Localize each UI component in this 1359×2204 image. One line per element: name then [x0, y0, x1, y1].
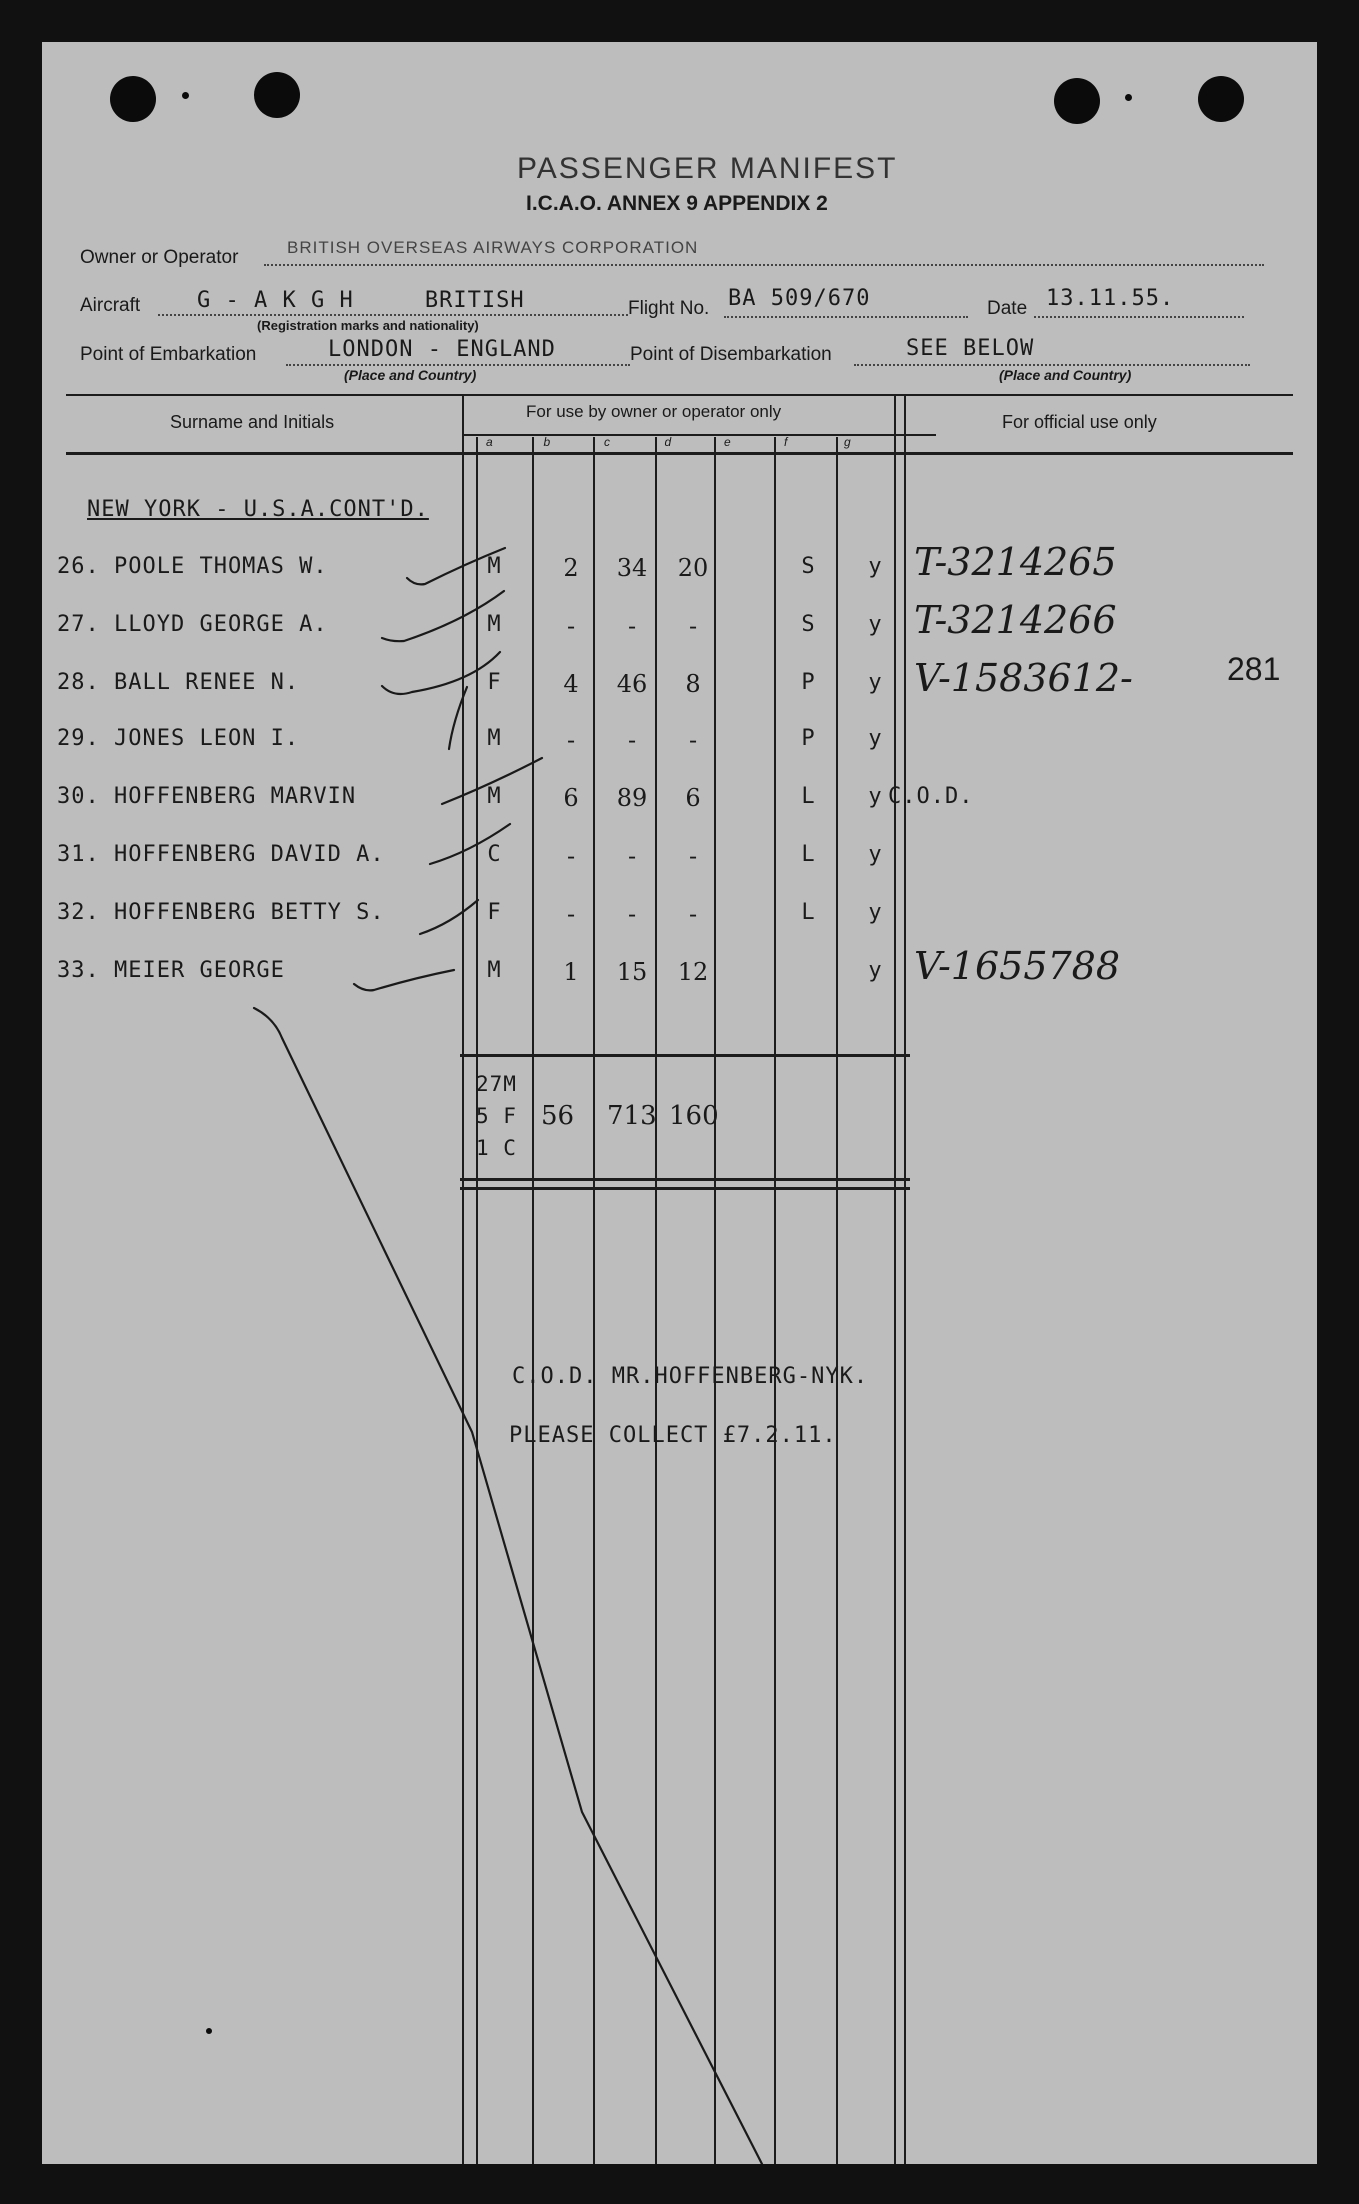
subcol-label-d: d — [664, 435, 672, 449]
check-mark — [420, 900, 478, 934]
form-subtitle: I.C.A.O. ANNEX 9 APPENDIX 2 — [526, 192, 828, 215]
cell-a: M — [487, 612, 501, 637]
col-owner-header: For use by owner or operator only — [526, 402, 782, 421]
subcol-label-c: c — [604, 435, 610, 449]
pen-marks — [42, 42, 1317, 2164]
check-mark — [382, 652, 500, 694]
cell-f: L — [801, 842, 815, 867]
cell-d: - — [688, 726, 698, 754]
cell-b: 6 — [563, 784, 579, 812]
cell-a: M — [487, 958, 501, 983]
cell-f: L — [801, 784, 815, 809]
check-mark — [382, 591, 504, 641]
col-official-header: For official use only — [1002, 412, 1157, 432]
cell-a: F — [487, 670, 501, 695]
cell-f: L — [801, 900, 815, 925]
cell-b: 2 — [563, 554, 579, 582]
owner-value: BRITISH OVERSEAS AIRWAYS CORPORATION — [287, 238, 699, 257]
date-value: 13.11.55. — [1046, 286, 1175, 311]
check-mark — [407, 548, 505, 584]
disembark-note: (Place and Country) — [999, 367, 1132, 383]
cell-b: - — [566, 842, 576, 870]
passenger-name: 26. POOLE THOMAS W. — [57, 554, 328, 579]
cell-g: y — [868, 554, 882, 579]
disembark-value: SEE BELOW — [906, 336, 1035, 361]
total-a-male: 27M — [476, 1072, 517, 1096]
check-mark — [442, 758, 542, 804]
cell-d: - — [688, 612, 698, 640]
aircraft-value: G - A K G H BRITISH — [197, 288, 525, 313]
cell-g: y — [868, 784, 882, 809]
passenger-name: 33. MEIER GEORGE — [57, 958, 285, 983]
subcol-label-b: b — [543, 435, 551, 449]
flight-label: Flight No. — [628, 298, 710, 319]
cell-c: 15 — [616, 958, 648, 986]
official-entry: V-1583612- — [914, 656, 1133, 700]
passenger-name: 28. BALL RENEE N. — [57, 670, 300, 695]
page-number: 281 — [1227, 651, 1281, 687]
total-a-child: 1 C — [476, 1136, 517, 1160]
cell-c: - — [627, 900, 637, 928]
cell-d: - — [688, 900, 698, 928]
cell-c: - — [627, 842, 637, 870]
total-a-female: 5 F — [476, 1104, 517, 1128]
cell-b: - — [566, 612, 576, 640]
cell-f: S — [801, 554, 815, 579]
cell-d: 8 — [685, 670, 701, 698]
check-mark — [449, 687, 467, 749]
embark-value: LONDON - ENGLAND — [328, 337, 556, 362]
section-heading: NEW YORK - U.S.A.CONT'D. — [87, 497, 429, 522]
cell-f: P — [801, 726, 815, 751]
subcol-label-e: e — [724, 435, 731, 449]
cell-a: C — [487, 842, 501, 867]
check-mark — [354, 970, 454, 990]
passenger-name: 31. HOFFENBERG DAVID A. — [57, 842, 385, 867]
cell-g: y — [868, 958, 882, 983]
cell-f: P — [801, 670, 815, 695]
cell-c: 46 — [616, 670, 648, 698]
cell-a: M — [487, 554, 501, 579]
passenger-name: 27. LLOYD GEORGE A. — [57, 612, 328, 637]
cell-f: S — [801, 612, 815, 637]
cell-g: y — [868, 842, 882, 867]
aircraft-note: (Registration marks and nationality) — [257, 318, 479, 333]
disembark-label: Point of Disembarkation — [630, 344, 832, 365]
subcol-label-g: g — [844, 435, 851, 449]
passenger-name: 30. HOFFENBERG MARVIN — [57, 784, 357, 809]
collect-note: PLEASE COLLECT £7.2.11. — [509, 1423, 837, 1448]
flight-value: BA 509/670 — [728, 286, 871, 311]
long-stroke — [254, 1008, 762, 2164]
official-entry: T-3214266 — [914, 598, 1117, 642]
aircraft-label: Aircraft — [80, 295, 141, 316]
embark-label: Point of Embarkation — [80, 344, 257, 365]
cell-c: 34 — [616, 554, 648, 582]
total-c: 713 — [607, 1101, 657, 1131]
cell-c: 89 — [616, 784, 648, 812]
cell-d: 20 — [677, 554, 709, 582]
manifest-sheet — [42, 42, 1317, 2164]
cell-b: 4 — [563, 670, 579, 698]
subcol-label-a: a — [486, 435, 493, 449]
cod-note: C.O.D. MR.HOFFENBERG-NYK. — [512, 1364, 869, 1389]
cell-b: - — [566, 900, 576, 928]
cell-a: F — [487, 900, 501, 925]
cell-a: M — [487, 726, 501, 751]
cell-d: 12 — [677, 958, 709, 986]
official-entry: C.O.D. — [888, 784, 974, 809]
passenger-name: 29. JONES LEON I. — [57, 726, 300, 751]
cell-c: - — [627, 612, 637, 640]
cell-g: y — [868, 726, 882, 751]
cell-a: M — [487, 784, 501, 809]
cell-d: - — [688, 842, 698, 870]
cell-g: y — [868, 670, 882, 695]
col-name-header: Surname and Initials — [170, 412, 335, 432]
subcol-label-f: f — [784, 435, 788, 449]
cell-b: 1 — [563, 958, 579, 986]
total-b: 56 — [541, 1101, 575, 1131]
official-entry: V-1655788 — [914, 944, 1121, 988]
cell-g: y — [868, 900, 882, 925]
cell-b: - — [566, 726, 576, 754]
total-d: 160 — [669, 1101, 719, 1131]
date-label: Date — [987, 298, 1028, 319]
check-mark — [430, 824, 510, 864]
cell-c: - — [627, 726, 637, 754]
owner-label: Owner or Operator — [80, 247, 239, 268]
form-title: PASSENGER MANIFEST — [517, 152, 898, 185]
embark-note: (Place and Country) — [344, 367, 477, 383]
cell-g: y — [868, 612, 882, 637]
official-entry: T-3214265 — [914, 540, 1117, 584]
passenger-name: 32. HOFFENBERG BETTY S. — [57, 900, 385, 925]
cell-d: 6 — [685, 784, 701, 812]
